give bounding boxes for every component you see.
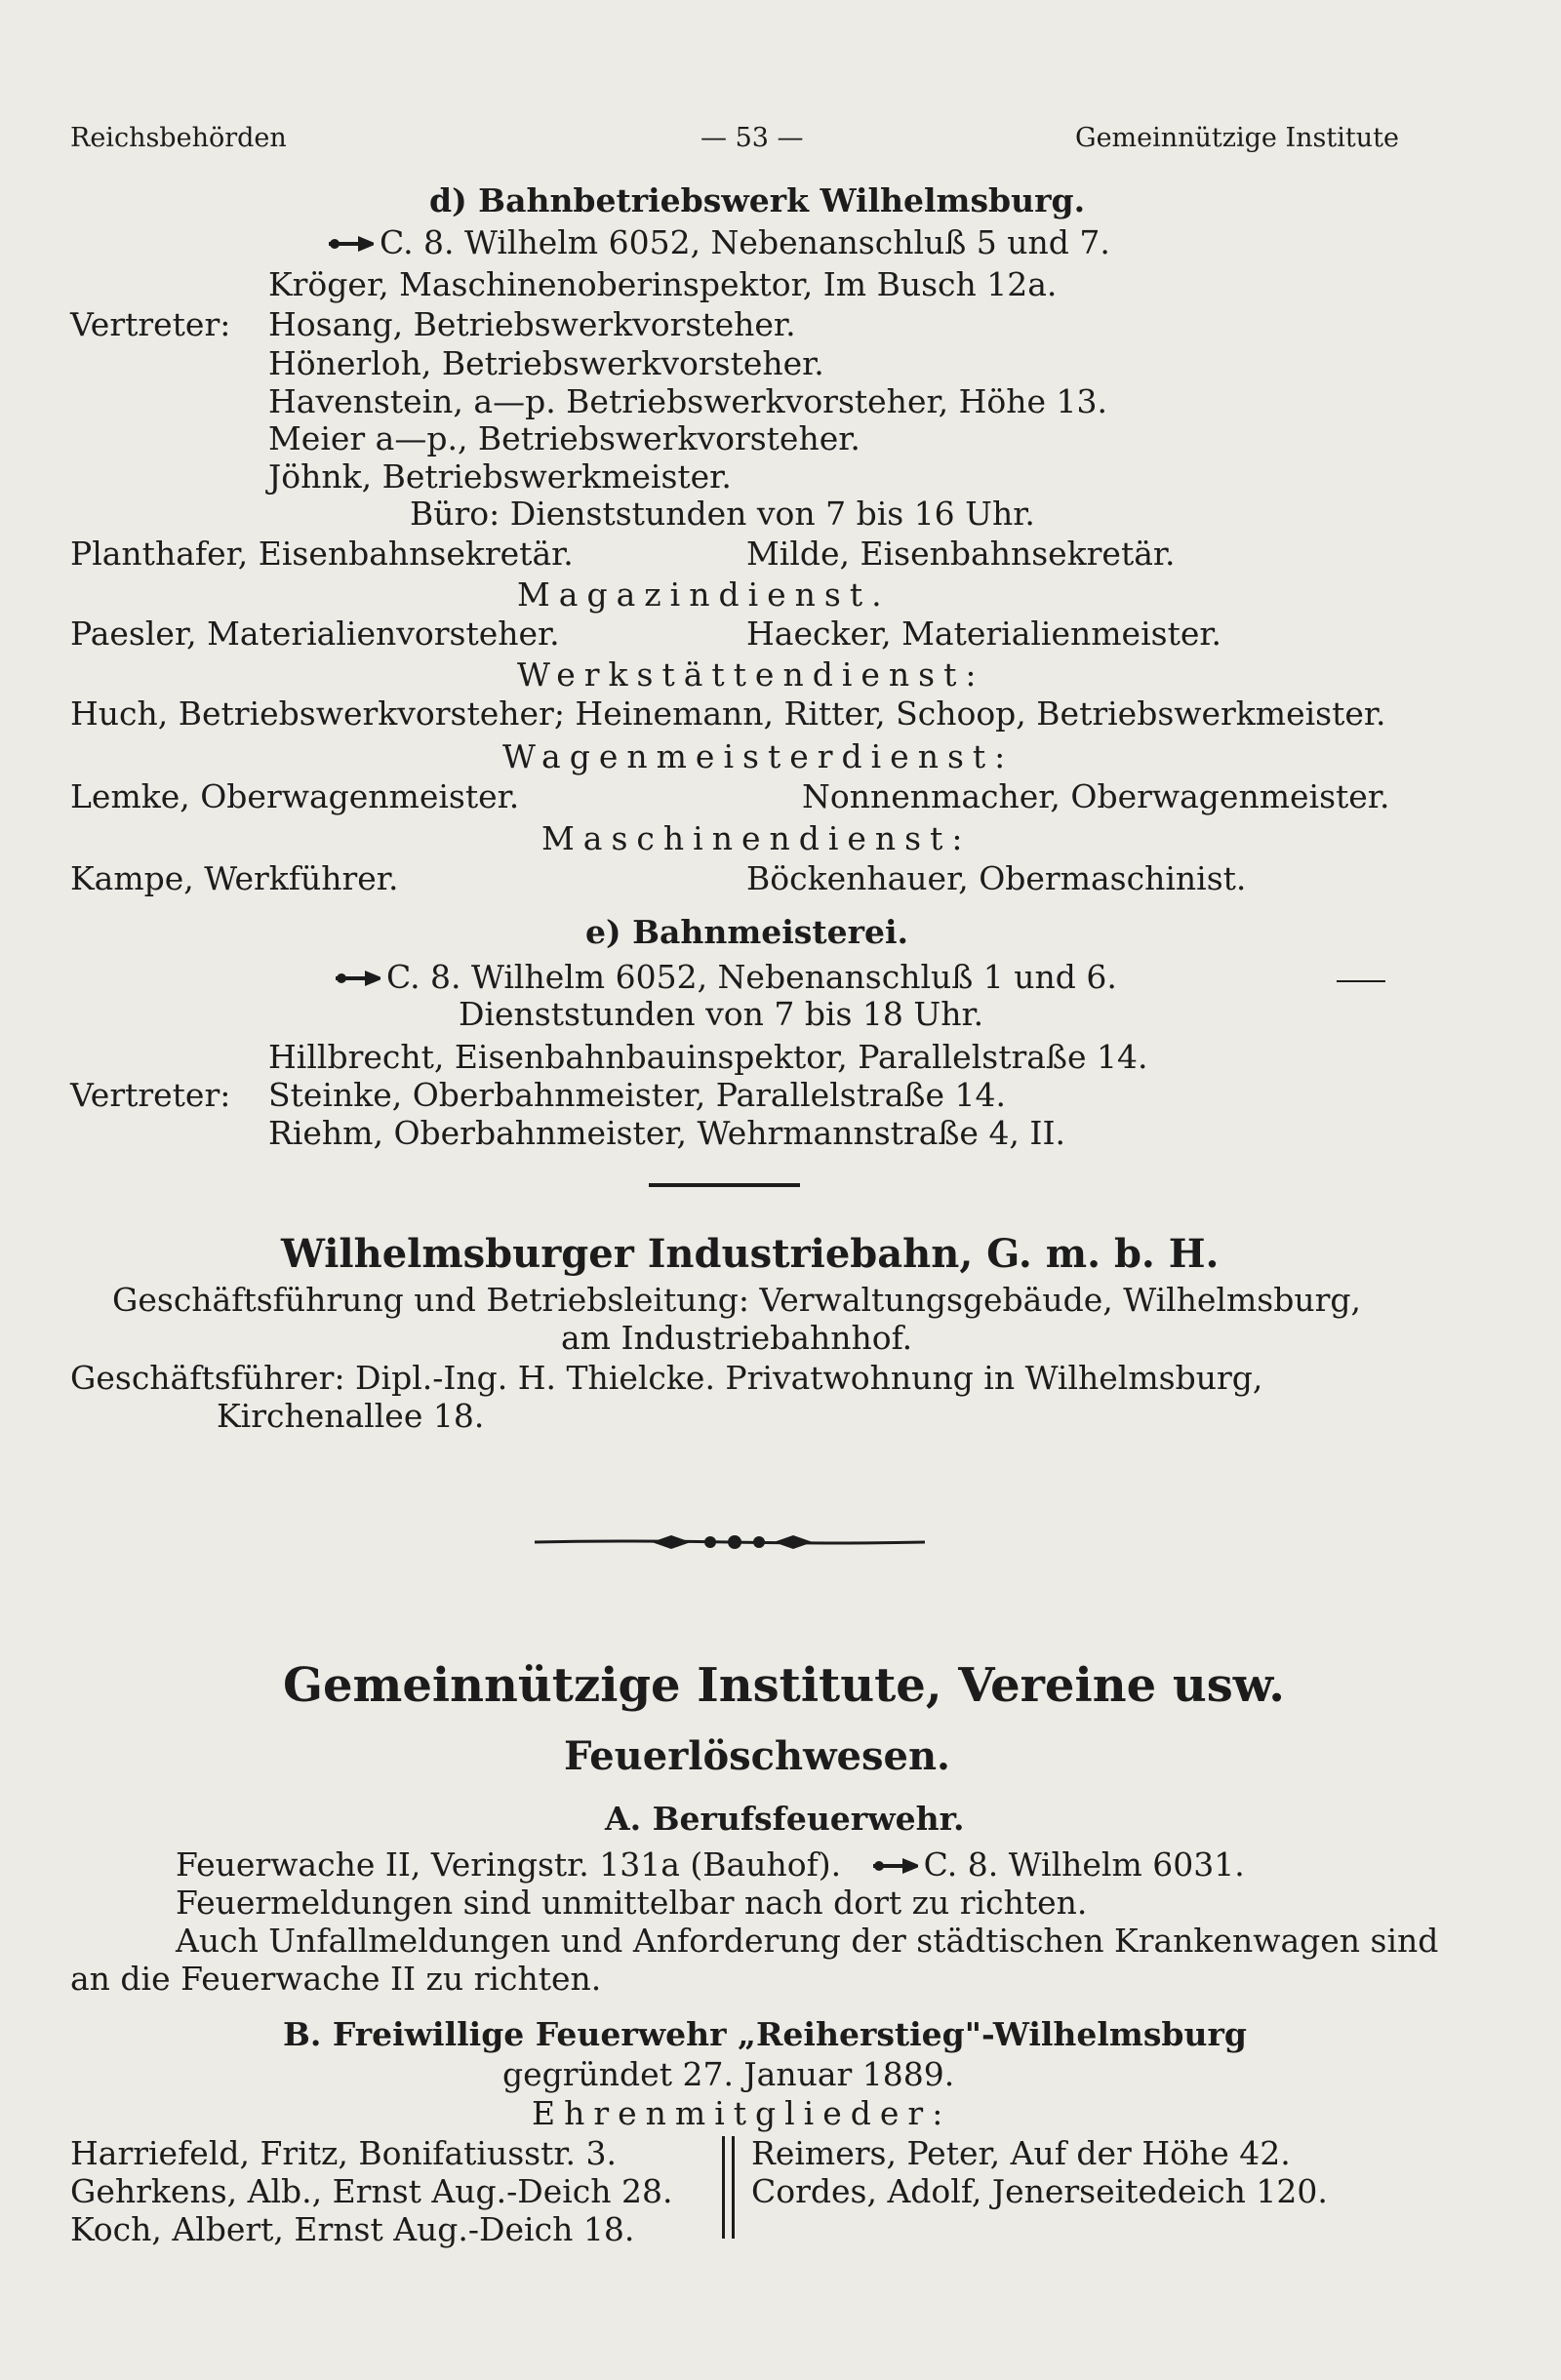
margin-dash (1337, 980, 1385, 982)
berufsfeuerwehr-title: A. Berufsfeuerwehr. (605, 1800, 965, 1838)
industriebahn-title: Wilhelmsburger Industriebahn, G. m. b. H. (281, 1231, 1220, 1277)
unfallmeldung-line-2: an die Feuerwache II zu richten. (70, 1960, 602, 1998)
freiwillige-feuerwehr-title: B. Freiwillige Feuerwehr „Reiherstieg"-Wilhelmsburg (283, 2015, 1247, 2053)
wagen-title: Wagenmeisterdienst: (502, 737, 1015, 775)
gemeinnuetzig-title: Gemeinnützige Institute, Vereine usw. (283, 1658, 1285, 1713)
section-e-hours: Dienststunden von 7 bis 18 Uhr. (459, 995, 984, 1033)
section-d-head: Kröger, Maschinenoberinspektor, Im Busch 12a. (268, 265, 1058, 303)
werkstatt-line: Huch, Betriebswerkvorsteher; Heinemann, Ritter, Schoop, Betriebswerkmeister. (70, 694, 1386, 733)
column-divider-2 (732, 2136, 735, 2239)
telephone-icon (871, 1860, 918, 1874)
header-left: Reichsbehörden (70, 123, 287, 153)
feuermeldung-line: Feuermeldungen sind unmittelbar nach dort zu richten. (176, 1884, 1088, 1922)
telephone-icon (334, 972, 380, 986)
maschinen-right: Böckenhauer, Obermaschinist. (746, 859, 1247, 897)
ehrenmitglied-right-1: Reimers, Peter, Auf der Höhe 42. (751, 2134, 1291, 2172)
section-divider (649, 1183, 800, 1187)
section-d-phone-line (327, 223, 1110, 262)
section-e-vertreter-1: Steinke, Oberbahnmeister, Parallelstraße 14. (268, 1076, 1006, 1114)
section-d-vertreter-3: Havenstein, a—p. Betriebswerkvorsteher, Höhe 13. (268, 382, 1107, 420)
magazin-left: Paesler, Materialienvorsteher. (70, 615, 560, 653)
section-d-vertreter-4: Meier a—p., Betriebswerkvorsteher. (268, 419, 861, 457)
magazin-right: Haecker, Materialienmeister. (746, 615, 1222, 653)
industriebahn-line-4: Kirchenallee 18. (217, 1397, 485, 1435)
header-right: Gemeinnützige Institute (1075, 123, 1399, 153)
ornament-divider (535, 1529, 925, 1555)
industriebahn-line-3: Geschäftsführer: Dipl.-Ing. H. Thielcke. Privatwohnung in Wilhelmsburg, (70, 1359, 1263, 1397)
section-e-phone-line (334, 958, 1117, 997)
section-e-title: e) Bahnmeisterei. (585, 913, 909, 951)
feuerwache-phone: C. 8. Wilhelm 6031. (923, 1845, 1245, 1884)
section-d-vertreter-label: Vertreter: (70, 305, 231, 343)
wagen-right: Nonnenmacher, Oberwagenmeister. (802, 777, 1390, 815)
industriebahn-line-1: Geschäftsführung und Betriebsleitung: Verwaltungsgebäude, Wilhelmsburg, (112, 1281, 1362, 1319)
telephone-icon (327, 238, 374, 252)
section-e-head: Hillbrecht, Eisenbahnbauinspektor, Parallelstraße 14. (268, 1038, 1148, 1076)
ehrenmitglied-right-2: Cordes, Adolf, Jenerseitedeich 120. (751, 2172, 1328, 2210)
wagen-left: Lemke, Oberwagenmeister. (70, 777, 520, 815)
section-d-vertreter-5: Jöhnk, Betriebswerkmeister. (268, 457, 732, 496)
maschinen-left: Kampe, Werkführer. (70, 859, 399, 897)
section-d-buero: Büro: Dienststunden von 7 bis 16 Uhr. (410, 495, 1035, 533)
unfallmeldung-line: Auch Unfallmeldungen und Anforderung der städtischen Krankenwagen sind (176, 1922, 1439, 1960)
section-d-title: d) Bahnbetriebswerk Wilhelmsburg. (429, 181, 1086, 219)
section-d-buero-left: Planthafer, Eisenbahnsekretär. (70, 535, 574, 573)
page-number: — 53 — (700, 123, 804, 153)
magazin-title: Magazindienst. (517, 575, 891, 614)
ehrenmitglied-left-1: Harriefeld, Fritz, Bonifatiusstr. 3. (70, 2134, 617, 2172)
column-divider-1 (722, 2136, 725, 2239)
ehrenmitglied-left-3: Koch, Albert, Ernst Aug.-Deich 18. (70, 2210, 635, 2248)
feuerwache-line (176, 1845, 1245, 1884)
section-e-phone: C. 8. Wilhelm 6052, Nebenanschluß 1 und 6. (386, 958, 1117, 996)
section-e-vertreter-2: Riehm, Oberbahnmeister, Wehrmannstraße 4, II. (268, 1114, 1065, 1152)
freiwillige-feuerwehr-founded: gegründet 27. Januar 1889. (502, 2055, 955, 2093)
section-d-vertreter-2: Hönerloh, Betriebswerkvorsteher. (268, 344, 824, 382)
section-d-phone: C. 8. Wilhelm 6052, Nebenanschluß 5 und 7. (380, 223, 1110, 261)
section-d-vertreter-1: Hosang, Betriebswerkvorsteher. (268, 305, 796, 343)
feuerloeschwesen-title: Feuerlöschwesen. (564, 1733, 950, 1779)
section-e-vertreter-label: Vertreter: (70, 1076, 231, 1114)
werkstatt-title: Werkstättendienst: (517, 655, 985, 694)
industriebahn-line-2: am Industriebahnhof. (561, 1319, 913, 1357)
section-d-buero-right: Milde, Eisenbahnsekretär. (746, 535, 1176, 573)
feuerwache-address: Feuerwache II, Veringstr. 131a (Bauhof). (176, 1845, 842, 1884)
ehrenmitglieder-title: Ehrenmitglieder: (532, 2094, 952, 2132)
ehrenmitglied-left-2: Gehrkens, Alb., Ernst Aug.-Deich 28. (70, 2172, 673, 2210)
maschinen-title: Maschinendienst: (541, 819, 972, 857)
